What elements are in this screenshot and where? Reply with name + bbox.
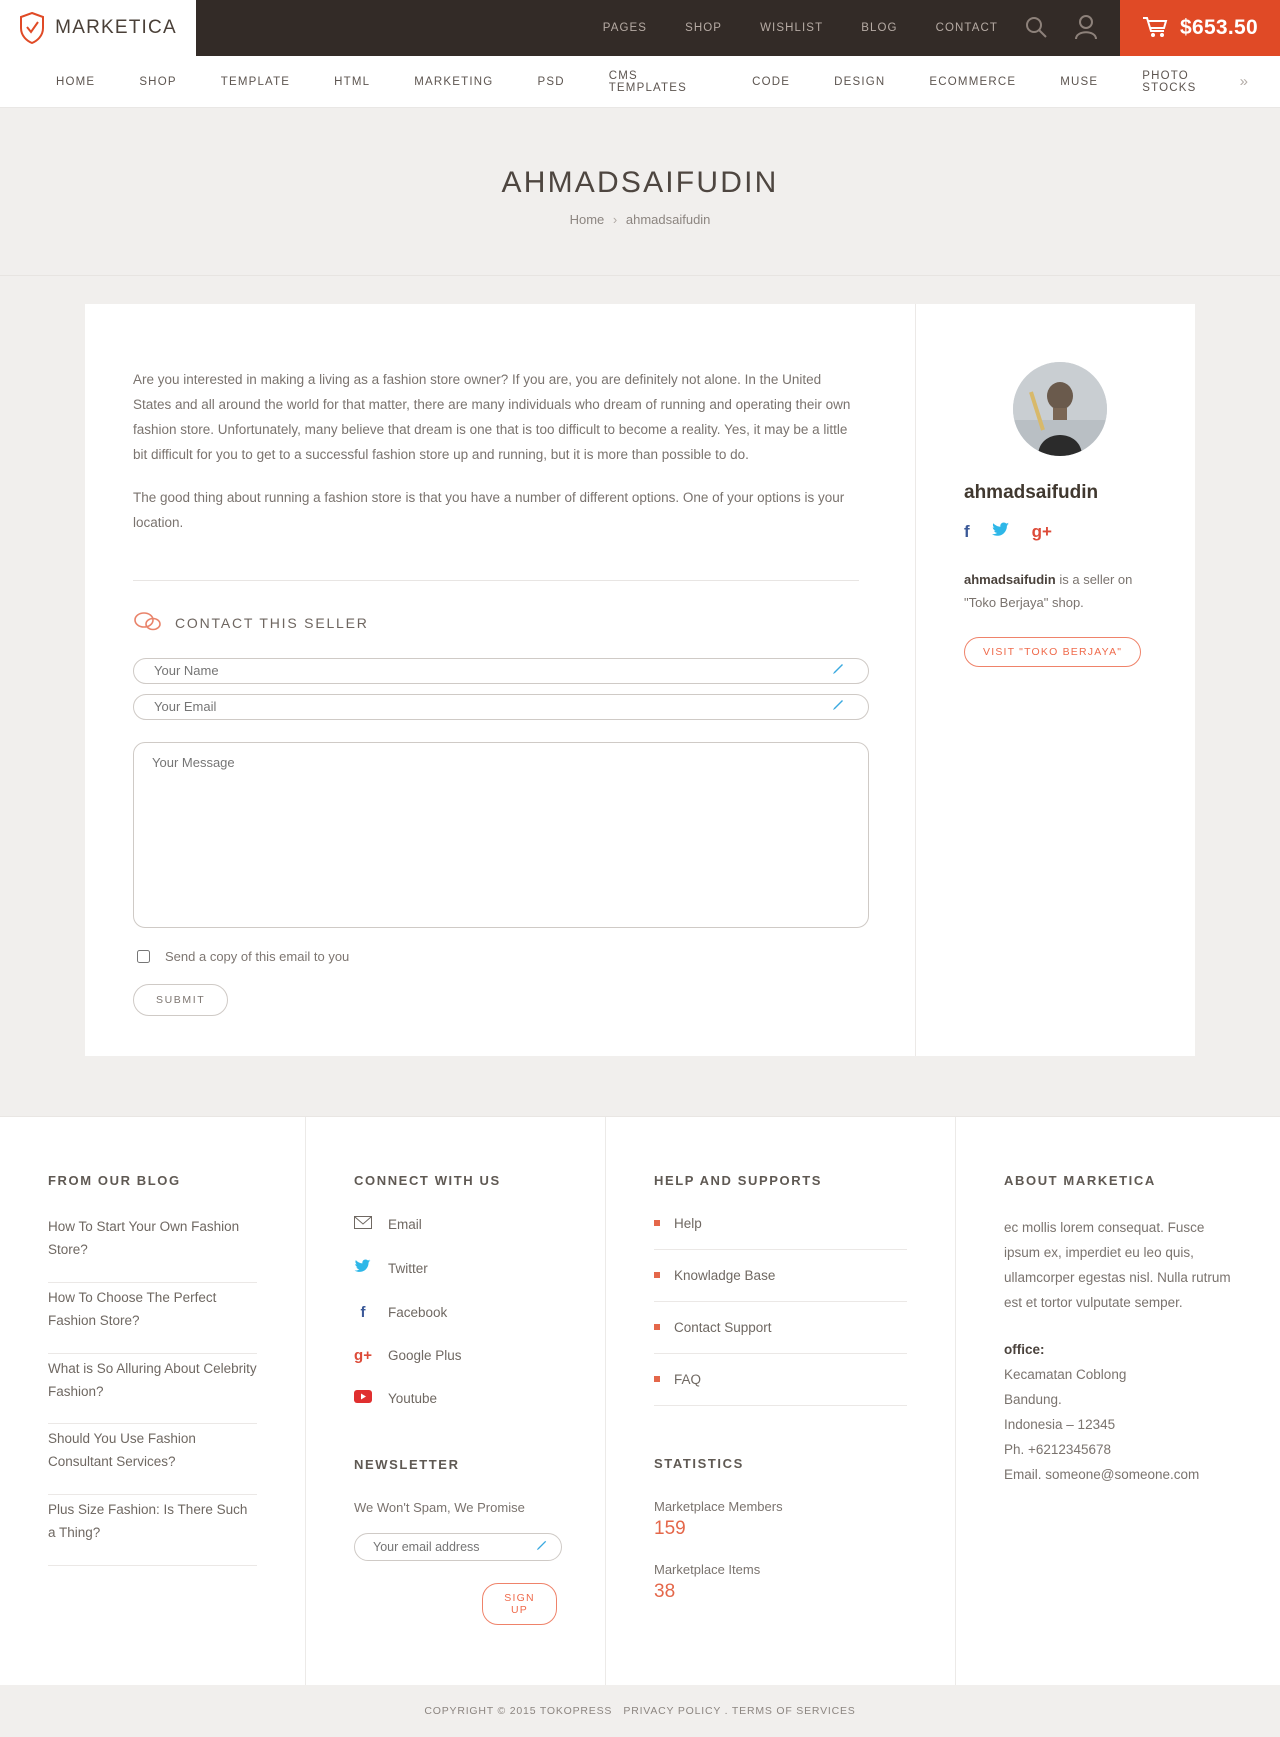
top-nav-item-contact[interactable]: CONTACT (935, 22, 998, 34)
list-item[interactable] (354, 1390, 557, 1407)
office-line: Indonesia – 12345 (1004, 1416, 1116, 1432)
name-field-wrapper (133, 658, 859, 684)
footer-connect-column (305, 1117, 605, 1685)
copyright-text: COPYRIGHT © 2015 TOKOPRESS (424, 1704, 613, 1717)
signup-button[interactable]: SIGN UP (482, 1583, 557, 1625)
connect-label: Email (388, 1216, 422, 1232)
stat-label-items: Marketplace Items (654, 1561, 761, 1577)
facebook-icon: f (360, 1303, 366, 1321)
shield-logo-icon (19, 12, 45, 44)
footer-help-list (654, 1216, 907, 1406)
twitter-icon (354, 1259, 372, 1278)
stat-label-members: Marketplace Members (654, 1498, 783, 1514)
nav-item-psd[interactable]: PSD (537, 75, 565, 88)
logo-text: MARKETICA (55, 17, 177, 38)
name-input[interactable] (133, 658, 869, 684)
office-line: Ph. +6212345678 (1004, 1441, 1111, 1457)
copyright-links[interactable]: PRIVACY POLICY . TERMS OF SERVICES (623, 1704, 856, 1717)
help-label: Knowladge Base (674, 1267, 776, 1283)
list-item[interactable] (354, 1216, 557, 1233)
blog-link[interactable]: Plus Size Fashion: Is There Such a Thing? (48, 1502, 248, 1541)
list-item[interactable] (48, 1287, 257, 1354)
twitter-icon[interactable] (992, 522, 1010, 543)
google-plus-icon[interactable]: g+ (1031, 522, 1052, 541)
send-copy-checkbox[interactable] (137, 950, 150, 963)
google-plus-icon: g+ (354, 1346, 372, 1364)
footer-help-column (605, 1117, 955, 1685)
list-item[interactable] (654, 1320, 907, 1354)
seller-name: ahmadsaifudin (964, 482, 1099, 503)
chat-bubble-icon (133, 611, 161, 636)
breadcrumb-current: ahmadsaifudin (625, 212, 711, 227)
footer (0, 1116, 1280, 1685)
main-nav (0, 56, 1280, 108)
footer-about-title: ABOUT MARKETICA (1004, 1172, 1156, 1188)
footer-blog-title: FROM OUR BLOG (48, 1172, 181, 1188)
list-item[interactable] (48, 1358, 257, 1425)
nav-item-ecommerce[interactable]: ECOMMERCE (929, 75, 1017, 88)
connect-label: Google Plus (388, 1347, 462, 1363)
submit-button[interactable]: SUBMIT (133, 984, 228, 1016)
intro-paragraph-2: The good thing about running a fashion store is that you have a number of different options. One of your options is your location. (133, 489, 845, 530)
top-nav (196, 0, 1024, 56)
bullet-square-icon (654, 1324, 660, 1330)
email-input[interactable] (133, 694, 869, 720)
footer-help-title: HELP AND SUPPORTS (654, 1172, 823, 1188)
seller-socials (964, 522, 1155, 543)
nav-item-cms-templates[interactable]: CMS TEMPLATES (608, 69, 688, 94)
help-label: Contact Support (674, 1319, 772, 1335)
breadcrumb (0, 212, 1280, 227)
bullet-square-icon (654, 1272, 660, 1278)
copyright-bar (0, 1685, 1280, 1737)
seller-description (964, 569, 1155, 615)
newsletter-title: NEWSLETTER (354, 1456, 460, 1472)
top-nav-item-blog[interactable]: BLOG (861, 22, 898, 34)
list-item[interactable] (354, 1304, 557, 1321)
visit-shop-button[interactable]: VISIT "TOKO BERJAYA" (964, 637, 1141, 667)
list-item[interactable] (654, 1268, 907, 1302)
office-label: office: (1004, 1341, 1045, 1357)
cart-icon (1142, 16, 1168, 41)
top-icons (1024, 0, 1120, 56)
nav-item-design[interactable]: DESIGN (834, 75, 886, 88)
cart-button[interactable] (1120, 0, 1280, 56)
newsletter-field-wrapper (354, 1533, 562, 1561)
chevron-double-down-icon[interactable]: » (1239, 73, 1248, 90)
help-label: Help (674, 1215, 702, 1231)
list-item[interactable] (654, 1216, 907, 1250)
email-field-wrapper (133, 694, 859, 720)
nav-item-marketing[interactable]: MARKETING (414, 75, 494, 88)
top-nav-item-pages[interactable]: PAGES (602, 22, 648, 34)
list-item[interactable] (48, 1216, 257, 1283)
list-item[interactable] (48, 1499, 257, 1566)
nav-item-html[interactable]: HTML (334, 75, 371, 88)
office-line: Email. someone@someone.com (1004, 1466, 1200, 1482)
send-copy-label: Send a copy of this email to you (165, 948, 350, 964)
stat-value-items: 38 (654, 1580, 676, 1602)
cart-total: $653.50 (1179, 16, 1258, 39)
connect-label: Facebook (388, 1304, 448, 1320)
user-icon[interactable] (1074, 14, 1098, 43)
facebook-icon[interactable]: f (964, 522, 970, 541)
top-nav-item-shop[interactable]: SHOP (685, 22, 723, 34)
content-panel (85, 304, 1195, 1056)
list-item[interactable] (48, 1428, 257, 1495)
nav-item-template[interactable]: TEMPLATE (220, 75, 291, 88)
contact-seller-title: CONTACT THIS SELLER (175, 615, 369, 632)
connect-label: Youtube (388, 1390, 438, 1406)
seller-intro (133, 368, 859, 536)
list-item[interactable] (654, 1372, 907, 1406)
page-header (0, 108, 1280, 276)
help-label: FAQ (674, 1371, 702, 1387)
newsletter-email-input[interactable] (354, 1533, 562, 1561)
nav-item-muse[interactable]: MUSE (1060, 75, 1099, 88)
blog-link[interactable]: What is So Alluring About Celebrity Fashion? (48, 1360, 257, 1399)
contact-form (133, 658, 859, 1016)
avatar (1013, 362, 1107, 456)
envelope-icon (354, 1216, 372, 1233)
footer-about-column (955, 1117, 1280, 1685)
blog-link[interactable]: How To Start Your Own Fashion Store? (48, 1218, 240, 1257)
connect-label: Twitter (388, 1260, 428, 1276)
footer-connect-title: CONNECT WITH US (354, 1172, 501, 1188)
top-nav-item-wishlist[interactable]: WISHLIST (760, 22, 824, 34)
seller-sidebar (915, 304, 1195, 1056)
seller-description-name: ahmadsaifudin (964, 572, 1056, 587)
message-textarea[interactable] (133, 742, 869, 928)
footer-blog-list (48, 1216, 257, 1566)
statistics-title: STATISTICS (654, 1455, 744, 1471)
logo[interactable] (0, 0, 196, 56)
footer-blog-column (0, 1117, 305, 1685)
nav-item-photo-stocks[interactable]: PHOTO STOCKS (1142, 69, 1197, 94)
nav-item-home[interactable]: HOME (56, 75, 96, 88)
seller-description-rest: is a seller on "Toko Berjaya" shop. (964, 572, 1133, 610)
nav-item-code[interactable]: CODE (752, 75, 791, 88)
intro-paragraph-1: Are you interested in making a living as a fashion store owner? If you are, you are definitely not alone. In the United States and all around the world for that matter, there are many individuals who dream of running and operating their own fashion store. Unfortunately, many believe that dream is one that is too difficult to become a reality. Yes, it may be a little bit difficult for you to get to a successful fashion store up and running, but it is more than possible to do. (133, 372, 851, 462)
office-line: Kecamatan Coblong (1004, 1366, 1127, 1382)
send-copy-row (133, 947, 859, 966)
contact-seller-header (133, 611, 859, 636)
top-bar (0, 0, 1280, 56)
bullet-square-icon (654, 1376, 660, 1382)
pencil-icon (535, 1539, 548, 1555)
blog-link[interactable]: How To Choose The Perfect Fashion Store? (48, 1289, 217, 1328)
about-text: ec mollis lorem consequat. Fusce ipsum ex, imperdiet eu leo quis, ullamcorper egestas nisl. Nulla rutrum est et tortor vulputate semper. (1004, 1219, 1231, 1310)
blog-link[interactable]: Should You Use Fashion Consultant Services? (48, 1431, 196, 1470)
breadcrumb-home[interactable]: Home (569, 212, 605, 227)
bullet-square-icon (654, 1220, 660, 1226)
content-area (0, 276, 1280, 1116)
section-divider (133, 580, 859, 581)
footer-connect-list (354, 1216, 557, 1407)
nav-item-shop[interactable]: SHOP (139, 75, 177, 88)
page-title: AHMADSAIFUDIN (501, 166, 779, 199)
newsletter-subtitle: We Won't Spam, We Promise (354, 1499, 525, 1515)
seller-main-column (85, 304, 915, 1056)
list-item[interactable] (354, 1347, 557, 1364)
breadcrumb-separator: › (612, 212, 618, 227)
pencil-icon (831, 662, 845, 679)
pencil-icon (831, 698, 845, 715)
office-line: Bandung. (1004, 1391, 1062, 1407)
list-item[interactable] (354, 1259, 557, 1278)
youtube-icon (354, 1390, 372, 1407)
search-icon[interactable] (1024, 15, 1048, 42)
stat-value-members: 159 (654, 1517, 686, 1539)
office-block (1004, 1338, 1232, 1488)
